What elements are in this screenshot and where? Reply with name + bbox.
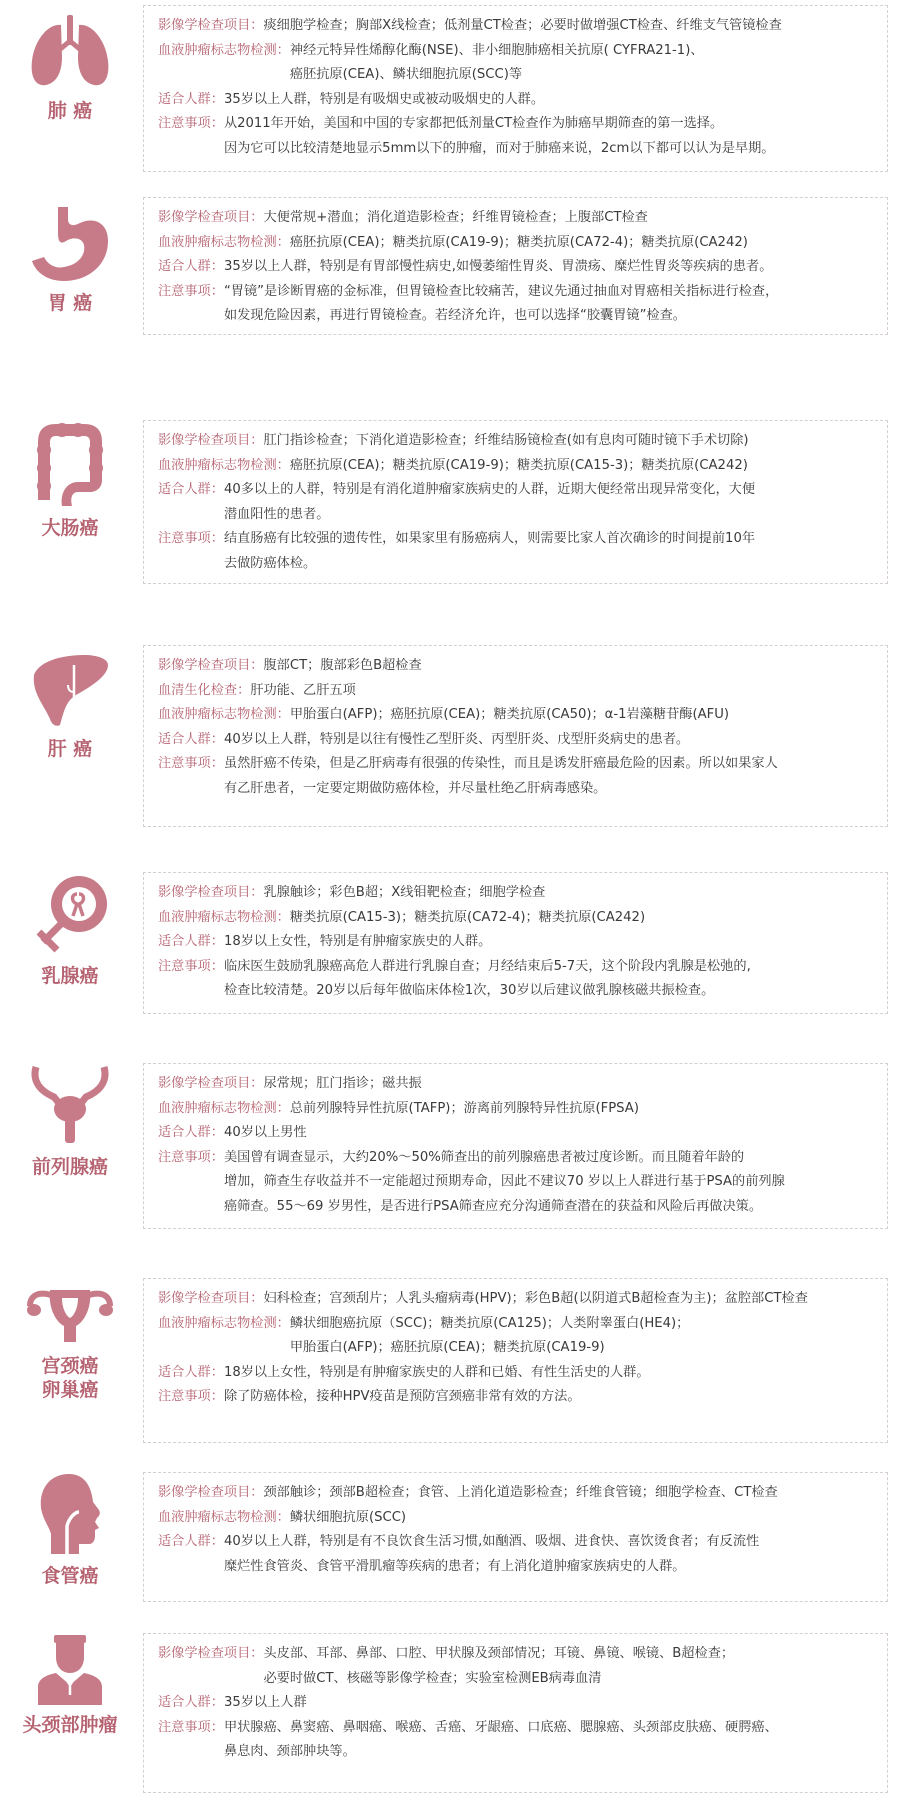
- cancer-name: 食管癌: [41, 1565, 99, 1587]
- row-text: 检查比较清楚。20岁以后每年做临床体检1次，30岁以后建议做乳腺核磁共振检查。: [223, 983, 715, 998]
- row-label: 影像学检查项目：: [158, 1291, 264, 1306]
- row-text: 有乙肝患者，一定要定期做防癌体检，并尽量杜绝乙肝病毒感染。: [223, 780, 607, 796]
- info-row-imaging: [158, 1642, 877, 1691]
- row-label: 注意事项：: [158, 1719, 224, 1735]
- row-text: 35岁以上人群，特别是有胃部慢性病史,如慢萎缩性胃炎、胃溃疡、糜烂性胃炎等疾病的患者。: [223, 259, 773, 274]
- row-label: 注意事项：: [158, 756, 224, 771]
- row-label: 适合人群：: [158, 731, 224, 747]
- info-row-imaging: [158, 881, 877, 906]
- info-row-population: [158, 1121, 877, 1146]
- info-card: [143, 872, 888, 1014]
- prostate-icon: [28, 1063, 112, 1147]
- icon-column: [0, 872, 140, 988]
- info-row-markers: [158, 1097, 877, 1122]
- row-label: 血液肿瘤标志物检测：: [158, 909, 290, 925]
- row-text: 去做防癌体检。: [223, 555, 317, 571]
- row-text: 美国曾有调查显示，大约20%～50%筛查出的前列腺癌患者被过度诊断。而且随着年龄的: [223, 1149, 745, 1165]
- row-text: 除了防癌体检，接种HPV疫苗是预防宫颈癌非常有效的方法。: [223, 1389, 581, 1404]
- row-text: 总前列腺特异性抗原(TAFP)；游离前列腺特异性抗原(FPSA): [289, 1100, 639, 1116]
- row-text: 结直肠癌有比较强的遗传性，如果家里有肠癌病人，则需要比家人首次确诊的时间提前10年: [223, 531, 756, 546]
- row-text: 大便常规+潜血；消化道造影检查；纤维胃镜检查；上腹部CT检查: [263, 210, 648, 225]
- row-text: 颈部触诊；颈部B超检查；食管、上消化道造影检查；纤维食管镜；细胞学检查、CT检查: [263, 1485, 778, 1500]
- cancer-name: 胃 癌: [47, 292, 93, 314]
- row-text: 鳞状细胞抗原(SCC): [289, 1509, 407, 1525]
- row-label: 影像学检查项目：: [158, 1646, 264, 1661]
- info-card: [143, 1633, 888, 1793]
- row-label: 血液肿瘤标志物检测：: [158, 1315, 290, 1331]
- row-text: 18岁以上女性，特别是有肿瘤家族史的人群和已婚、有性生活史的人群。: [223, 1364, 650, 1380]
- row-text: 头皮部、耳部、鼻部、口腔、甲状腺及颈部情况；耳镜、鼻镜、喉镜、B超检查；: [263, 1646, 735, 1661]
- row-label: 影像学检查项目：: [158, 1076, 264, 1091]
- row-text: 乳腺触诊；彩色B超；X线钼靶检查；细胞学检查: [263, 885, 546, 900]
- stomach-icon: [28, 205, 112, 283]
- info-card: [143, 5, 888, 172]
- row-label: 影像学检查项目：: [158, 433, 264, 448]
- info-row-markers: [158, 906, 877, 931]
- row-text: 虽然肝癌不传染，但是乙肝病毒有很强的传染性，而且是诱发肝癌最危险的因素。所以如果家人: [223, 756, 778, 771]
- cancer-name: 头颈部肿瘤: [22, 1714, 118, 1736]
- cancer-name: 肝 癌: [47, 738, 93, 760]
- info-row-notes: [158, 752, 877, 801]
- info-row-notes: [158, 527, 877, 576]
- row-label: 注意事项：: [158, 531, 224, 546]
- row-text: 因为它可以比较清楚地显示5mm以下的肿瘤，而对于肺癌来说，2cm以下都可以认为是早期。: [223, 140, 775, 156]
- female-ribbon-icon: [25, 872, 115, 956]
- row-label: 注意事项：: [158, 958, 224, 974]
- info-row-imaging: [158, 429, 877, 454]
- info-card: [143, 645, 888, 827]
- info-row-population: [158, 728, 877, 753]
- row-text: 糖类抗原(CA15-3)；糖类抗原(CA72-4)；糖类抗原(CA242): [289, 909, 646, 925]
- icon-column: [0, 1633, 140, 1737]
- row-text: 甲胎蛋白(AFP)；癌胚抗原(CEA)；糖类抗原(CA19-9): [289, 1340, 605, 1355]
- info-row-imaging: [158, 1481, 877, 1506]
- row-text: 肛门指诊检查；下消化道造影检查；纤维结肠镜检查(如有息肉可随时镜下手术切除): [263, 433, 749, 448]
- info-row-notes: [158, 1385, 877, 1410]
- icon-column: [0, 645, 140, 761]
- row-text: 40岁以上男性: [223, 1125, 307, 1140]
- liver-icon: [28, 645, 112, 729]
- row-label: 注意事项：: [158, 1389, 224, 1404]
- info-card: [143, 420, 888, 584]
- info-card: [143, 197, 888, 335]
- cancer-name: 前列腺癌: [31, 1156, 108, 1178]
- info-row-markers: [158, 454, 877, 479]
- info-row-imaging: [158, 14, 877, 39]
- row-label: 适合人群：: [158, 1695, 224, 1710]
- lungs-icon: [28, 13, 112, 91]
- info-row-markers: [158, 1312, 877, 1361]
- row-text: 18岁以上女性，特别是有肿瘤家族史的人群。: [223, 934, 492, 949]
- row-text: 增加，筛查生存收益并不一定能超过预期寿命，因此不建议70 岁以上人群进行基于PSA的前列腺: [223, 1174, 785, 1189]
- row-label: 适合人群：: [158, 482, 224, 497]
- row-text: 40岁以上人群，特别是以往有慢性乙型肝炎、丙型肝炎、戊型肝炎病史的患者。: [223, 731, 690, 747]
- info-row-markers: [158, 231, 877, 256]
- row-label: 适合人群：: [158, 91, 224, 107]
- info-row-population: [158, 1691, 877, 1716]
- row-label: 血清生化检查：: [158, 682, 251, 698]
- cancer-name: 大肠癌: [41, 517, 99, 539]
- row-label: 血液肿瘤标志物检测：: [158, 1100, 290, 1116]
- icon-column: [0, 1472, 140, 1588]
- row-text: 从2011年开始，美国和中国的专家都把低剂量CT检查作为肺癌早期筛查的第一选择。: [223, 116, 724, 131]
- row-label: 适合人群：: [158, 1534, 224, 1549]
- row-label: 影像学检查项目：: [158, 1485, 264, 1500]
- icon-column: [0, 13, 140, 123]
- row-text: 40岁以上人群，特别是有不良饮食生活习惯,如酗酒、吸烟、进食快、喜饮烫食者；有反流性: [223, 1534, 760, 1549]
- info-row-markers: [158, 1506, 877, 1531]
- row-label: 适合人群：: [158, 934, 224, 949]
- cancer-name: 乳腺癌: [41, 965, 99, 987]
- row-label: 影像学检查项目：: [158, 18, 264, 33]
- row-text: 35岁以上人群: [223, 1695, 307, 1710]
- row-label: 血液肿瘤标志物检测：: [158, 457, 290, 473]
- info-row-notes: [158, 280, 877, 329]
- info-row-population: [158, 478, 877, 527]
- cancer-name-secondary: 卵巢癌: [41, 1379, 99, 1401]
- cancer-name: 肺 癌: [47, 100, 93, 122]
- icon-column: [0, 420, 140, 540]
- info-row-serum: [158, 679, 877, 704]
- uterus-icon: [26, 1282, 114, 1346]
- row-text: 必要时做CT、核磁等影像学检查；实验室检测EB病毒血清: [263, 1670, 602, 1686]
- row-text: 鳞状细胞癌抗原（SCC)；糖类抗原(CA125)；人类附睾蛋白(HE4)；: [289, 1315, 690, 1331]
- row-text: 腹部CT；腹部彩色B超检查: [263, 658, 422, 673]
- info-row-population: [158, 930, 877, 955]
- colon-icon: [28, 420, 112, 508]
- info-row-imaging: [158, 206, 877, 231]
- info-row-notes: [158, 1146, 877, 1220]
- info-card: [143, 1278, 888, 1443]
- row-text: 糜烂性食管炎、食管平滑肌瘤等疾病的患者；有上消化道肿瘤家族病史的人群。: [223, 1558, 686, 1574]
- row-label: 影像学检查项目：: [158, 885, 264, 900]
- row-text: 甲胎蛋白(AFP)；癌胚抗原(CEA)；糖类抗原(CA50)；α-1岩藻糖苷酶(AFU): [289, 707, 730, 722]
- info-row-notes: [158, 955, 877, 1004]
- head-profile-icon: [35, 1472, 105, 1556]
- row-text: 40多以上的人群，特别是有消化道肿瘤家族病史的人群，近期大便经常出现异常变化，大便: [223, 482, 756, 497]
- info-row-imaging: [158, 654, 877, 679]
- info-row-notes: [158, 1716, 877, 1765]
- row-text: 潜血阳性的患者。: [223, 506, 330, 522]
- row-label: 血液肿瘤标志物检测：: [158, 1509, 290, 1525]
- row-label: 影像学检查项目：: [158, 210, 264, 225]
- cancer-name: 宫颈癌: [41, 1355, 99, 1377]
- info-row-population: [158, 1530, 877, 1579]
- row-text: 痰细胞学检查；胸部X线检查；低剂量CT检查；必要时做增强CT检查、纤维支气管镜检查: [263, 18, 782, 33]
- row-label: 影像学检查项目：: [158, 658, 264, 673]
- row-text: 临床医生鼓励乳腺癌高危人群进行乳腺自查；月经结束后5-7天，这个阶段内乳腺是松弛的,: [223, 958, 751, 974]
- row-label: 注意事项：: [158, 1149, 224, 1165]
- info-row-population: [158, 1361, 877, 1386]
- row-text: 癌筛查。55～69 岁男性，是否进行PSA筛查应充分沟通筛查潜在的获益和风险后再做决策。: [223, 1198, 763, 1214]
- row-label: 血液肿瘤标志物检测：: [158, 42, 290, 58]
- row-label: 注意事项：: [158, 283, 224, 299]
- row-text: “胃镜”是诊断胃癌的金标准，但胃镜检查比较痛苦，建议先通过抽血对胃癌相关指标进行检查，: [223, 283, 779, 299]
- info-row-population: [158, 88, 877, 113]
- icon-column: [0, 1063, 140, 1179]
- row-label: 血液肿瘤标志物检测：: [158, 234, 290, 250]
- row-label: 适合人群：: [158, 259, 224, 274]
- row-text: 如发现危险因素，再进行胃镜检查。若经济允许，也可以选择“胶囊胃镜”检查。: [223, 308, 686, 323]
- info-row-markers: [158, 703, 877, 728]
- icon-column: [0, 205, 140, 315]
- row-label: 血液肿瘤标志物检测：: [158, 707, 290, 722]
- info-row-imaging: [158, 1287, 877, 1312]
- row-text: 肝功能、乙肝五项: [250, 682, 356, 698]
- info-card: [143, 1063, 888, 1229]
- row-text: 癌胚抗原(CEA)、鳞状细胞抗原(SCC)等: [289, 67, 523, 82]
- row-text: 癌胚抗原(CEA)；糖类抗原(CA19-9)；糖类抗原(CA72-4)；糖类抗原(CA242): [289, 234, 748, 250]
- row-text: 癌胚抗原(CEA)；糖类抗原(CA19-9)；糖类抗原(CA15-3)；糖类抗原(CA242): [289, 457, 748, 473]
- row-text: 妇科检查；宫颈刮片；人乳头瘤病毒(HPV)；彩色B超(以阴道式B超检查为主)；盆腔部CT检查: [263, 1291, 808, 1306]
- row-text: 尿常规；肛门指诊；磁共振: [263, 1076, 422, 1091]
- row-text: 神经元特异性烯醇化酶(NSE)、非小细胞肺癌相关抗原( CYFRA21-1)、: [289, 42, 704, 58]
- person-bust-icon: [28, 1633, 112, 1705]
- row-text: 35岁以上人群，特别是有吸烟史或被动吸烟史的人群。: [223, 91, 545, 107]
- row-text: 鼻息肉、颈部肿块等。: [223, 1744, 356, 1759]
- info-row-population: [158, 255, 877, 280]
- info-row-markers: [158, 39, 877, 88]
- info-card: [143, 1472, 888, 1602]
- row-label: 注意事项：: [158, 116, 224, 131]
- icon-column: [0, 1282, 140, 1402]
- row-label: 适合人群：: [158, 1364, 224, 1380]
- info-row-imaging: [158, 1072, 877, 1097]
- row-label: 适合人群：: [158, 1125, 224, 1140]
- info-row-notes: [158, 112, 877, 161]
- row-text: 甲状腺癌、鼻窦癌、鼻咽癌、喉癌、舌癌、牙龈癌、口底癌、腮腺癌、头颈部皮肤癌、硬腭癌、: [223, 1719, 778, 1735]
